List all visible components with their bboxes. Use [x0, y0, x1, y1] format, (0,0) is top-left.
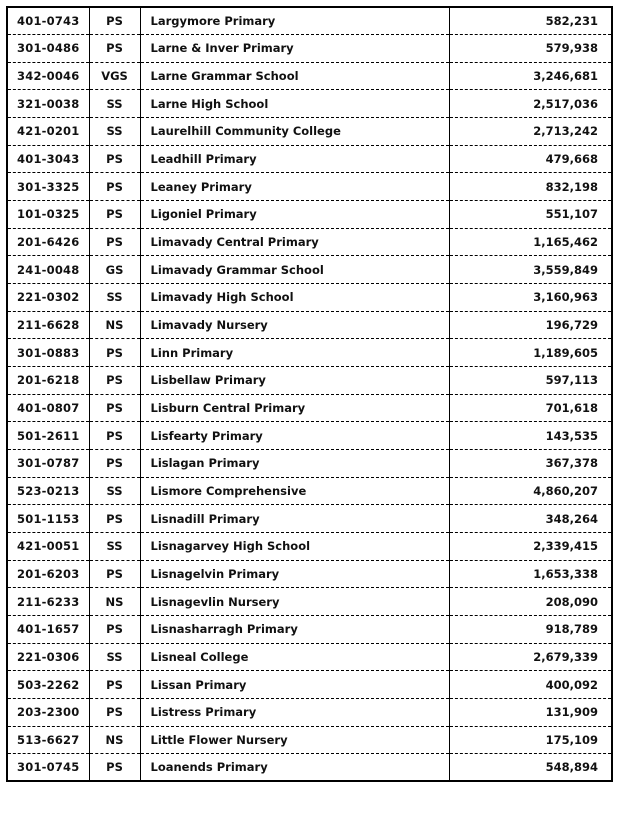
school-code-cell: 201-6218	[7, 367, 89, 395]
school-code-cell: 221-0306	[7, 643, 89, 671]
table-row	[7, 726, 612, 754]
school-type-cell: VGS	[89, 62, 140, 90]
amount-cell: 2,339,415	[449, 532, 612, 560]
table-row	[7, 339, 612, 367]
school-code-cell: 301-0486	[7, 35, 89, 63]
school-type-cell: PS	[89, 201, 140, 229]
school-name-cell: Leadhill Primary	[140, 145, 449, 173]
school-type-cell: PS	[89, 228, 140, 256]
table-row	[7, 532, 612, 560]
table-row	[7, 90, 612, 118]
amount-cell: 832,198	[449, 173, 612, 201]
school-type-cell: PS	[89, 394, 140, 422]
school-code-cell: 301-0745	[7, 754, 89, 782]
amount-cell: 4,860,207	[449, 477, 612, 505]
table-row	[7, 422, 612, 450]
school-type-cell: NS	[89, 588, 140, 616]
table-row	[7, 394, 612, 422]
school-code-cell: 523-0213	[7, 477, 89, 505]
table-row	[7, 671, 612, 699]
table-row	[7, 450, 612, 478]
table-row	[7, 560, 612, 588]
amount-cell: 3,246,681	[449, 62, 612, 90]
school-code-cell: 501-1153	[7, 505, 89, 533]
amount-cell: 3,559,849	[449, 256, 612, 284]
school-name-cell: Larne Grammar School	[140, 62, 449, 90]
school-type-cell: SS	[89, 118, 140, 146]
school-name-cell: Listress Primary	[140, 698, 449, 726]
school-type-cell: PS	[89, 698, 140, 726]
amount-cell: 2,517,036	[449, 90, 612, 118]
school-code-cell: 101-0325	[7, 201, 89, 229]
school-type-cell: PS	[89, 671, 140, 699]
school-name-cell: Lisnagelvin Primary	[140, 560, 449, 588]
amount-cell: 2,679,339	[449, 643, 612, 671]
school-code-cell: 401-3043	[7, 145, 89, 173]
school-type-cell: PS	[89, 450, 140, 478]
school-code-cell: 211-6628	[7, 311, 89, 339]
school-type-cell: PS	[89, 173, 140, 201]
school-type-cell: PS	[89, 560, 140, 588]
table-row	[7, 201, 612, 229]
school-name-cell: Larne High School	[140, 90, 449, 118]
school-name-cell: Leaney Primary	[140, 173, 449, 201]
school-name-cell: Larne & Inver Primary	[140, 35, 449, 63]
amount-cell: 175,109	[449, 726, 612, 754]
school-code-cell: 201-6203	[7, 560, 89, 588]
school-code-cell: 421-0201	[7, 118, 89, 146]
school-name-cell: Lisnagarvey High School	[140, 532, 449, 560]
table-row	[7, 505, 612, 533]
school-code-cell: 401-0743	[7, 7, 89, 35]
school-type-cell: PS	[89, 754, 140, 782]
school-type-cell: PS	[89, 145, 140, 173]
school-code-cell: 301-0883	[7, 339, 89, 367]
school-name-cell: Lisbellaw Primary	[140, 367, 449, 395]
amount-cell: 196,729	[449, 311, 612, 339]
school-type-cell: PS	[89, 505, 140, 533]
table-row	[7, 367, 612, 395]
school-name-cell: Lisnadill Primary	[140, 505, 449, 533]
table-row	[7, 284, 612, 312]
school-type-cell: SS	[89, 477, 140, 505]
table-row	[7, 228, 612, 256]
school-name-cell: Loanends Primary	[140, 754, 449, 782]
school-code-cell: 211-6233	[7, 588, 89, 616]
school-name-cell: Limavady Central Primary	[140, 228, 449, 256]
table-row	[7, 62, 612, 90]
school-name-cell: Little Flower Nursery	[140, 726, 449, 754]
amount-cell: 131,909	[449, 698, 612, 726]
school-code-cell: 401-0807	[7, 394, 89, 422]
amount-cell: 1,165,462	[449, 228, 612, 256]
school-type-cell: PS	[89, 339, 140, 367]
table-row	[7, 35, 612, 63]
amount-cell: 548,894	[449, 754, 612, 782]
table-row	[7, 7, 612, 35]
table-row	[7, 145, 612, 173]
school-type-cell: SS	[89, 90, 140, 118]
school-name-cell: Lisnagevlin Nursery	[140, 588, 449, 616]
school-name-cell: Limavady Grammar School	[140, 256, 449, 284]
amount-cell: 348,264	[449, 505, 612, 533]
amount-cell: 1,189,605	[449, 339, 612, 367]
school-name-cell: Lisneal College	[140, 643, 449, 671]
amount-cell: 582,231	[449, 7, 612, 35]
school-type-cell: PS	[89, 7, 140, 35]
amount-cell: 367,378	[449, 450, 612, 478]
amount-cell: 597,113	[449, 367, 612, 395]
amount-cell: 579,938	[449, 35, 612, 63]
school-type-cell: PS	[89, 422, 140, 450]
amount-cell: 551,107	[449, 201, 612, 229]
school-name-cell: Lisburn Central Primary	[140, 394, 449, 422]
school-type-cell: PS	[89, 35, 140, 63]
amount-cell: 2,713,242	[449, 118, 612, 146]
schools-funding-table	[6, 6, 613, 782]
school-code-cell: 301-3325	[7, 173, 89, 201]
amount-cell: 918,789	[449, 615, 612, 643]
school-name-cell: Limavady Nursery	[140, 311, 449, 339]
school-code-cell: 503-2262	[7, 671, 89, 699]
table-body	[7, 7, 612, 781]
table-row	[7, 173, 612, 201]
school-code-cell: 421-0051	[7, 532, 89, 560]
school-type-cell: SS	[89, 284, 140, 312]
table-row	[7, 118, 612, 146]
school-type-cell: SS	[89, 643, 140, 671]
school-code-cell: 501-2611	[7, 422, 89, 450]
school-code-cell: 203-2300	[7, 698, 89, 726]
table-row	[7, 256, 612, 284]
school-code-cell: 321-0038	[7, 90, 89, 118]
table-row	[7, 311, 612, 339]
school-name-cell: Lismore Comprehensive	[140, 477, 449, 505]
school-type-cell: PS	[89, 615, 140, 643]
school-name-cell: Laurelhill Community College	[140, 118, 449, 146]
school-type-cell: PS	[89, 367, 140, 395]
table-row	[7, 477, 612, 505]
school-code-cell: 201-6426	[7, 228, 89, 256]
amount-cell: 400,092	[449, 671, 612, 699]
school-code-cell: 513-6627	[7, 726, 89, 754]
table-row	[7, 615, 612, 643]
amount-cell: 1,653,338	[449, 560, 612, 588]
school-type-cell: NS	[89, 726, 140, 754]
school-name-cell: Limavady High School	[140, 284, 449, 312]
school-type-cell: SS	[89, 532, 140, 560]
school-name-cell: Linn Primary	[140, 339, 449, 367]
amount-cell: 701,618	[449, 394, 612, 422]
school-type-cell: GS	[89, 256, 140, 284]
amount-cell: 3,160,963	[449, 284, 612, 312]
school-name-cell: Lislagan Primary	[140, 450, 449, 478]
school-name-cell: Lisfearty Primary	[140, 422, 449, 450]
table-row	[7, 588, 612, 616]
table-row	[7, 698, 612, 726]
school-name-cell: Lissan Primary	[140, 671, 449, 699]
school-type-cell: NS	[89, 311, 140, 339]
school-code-cell: 342-0046	[7, 62, 89, 90]
table-row	[7, 754, 612, 782]
amount-cell: 143,535	[449, 422, 612, 450]
school-name-cell: Largymore Primary	[140, 7, 449, 35]
school-code-cell: 221-0302	[7, 284, 89, 312]
school-code-cell: 301-0787	[7, 450, 89, 478]
school-name-cell: Lisnasharragh Primary	[140, 615, 449, 643]
table-row	[7, 643, 612, 671]
school-name-cell: Ligoniel Primary	[140, 201, 449, 229]
amount-cell: 208,090	[449, 588, 612, 616]
school-code-cell: 401-1657	[7, 615, 89, 643]
school-code-cell: 241-0048	[7, 256, 89, 284]
amount-cell: 479,668	[449, 145, 612, 173]
